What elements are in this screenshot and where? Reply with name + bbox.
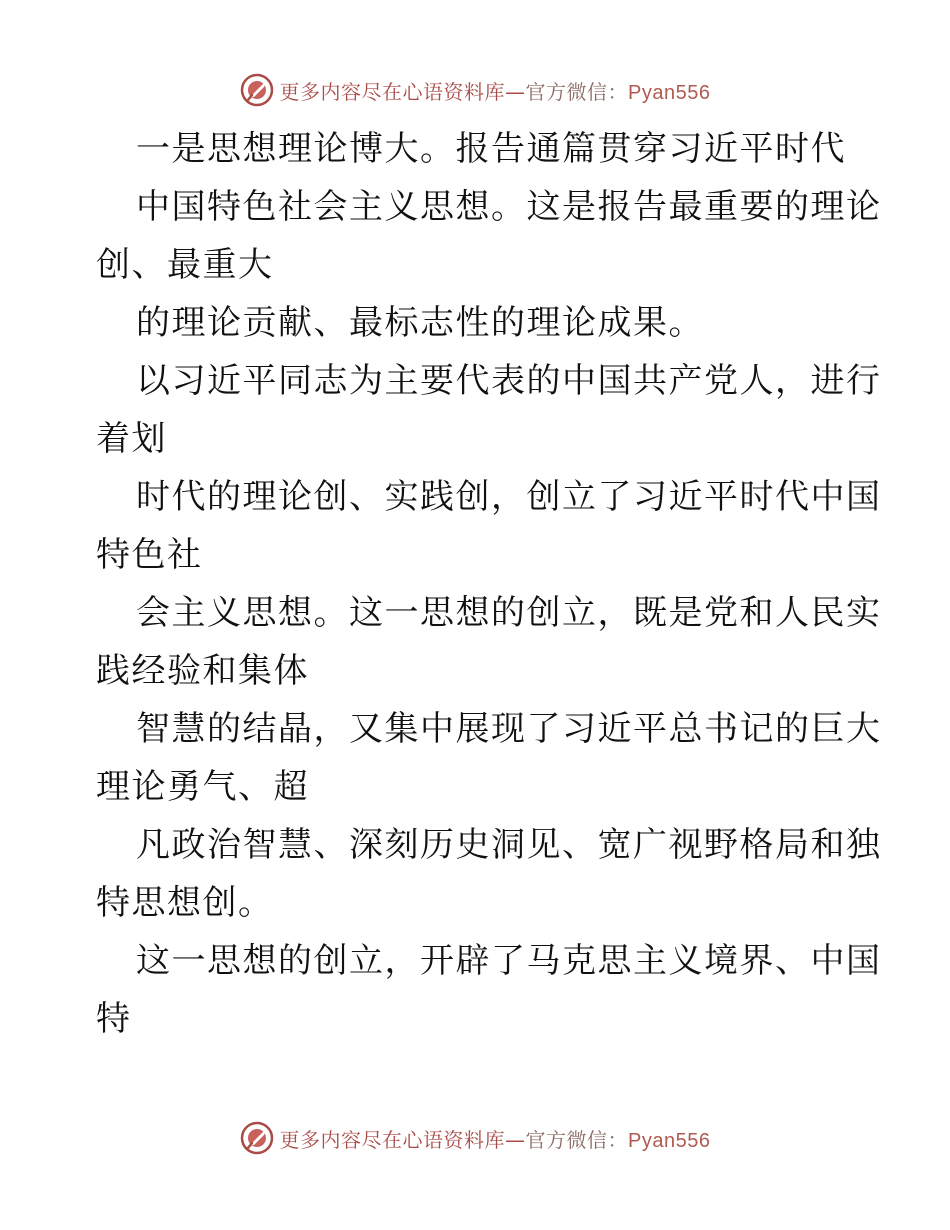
body-line: 凡政治智慧、深刻历史洞见、宽广视野格局和独 xyxy=(136,825,882,865)
brand-watermark xyxy=(240,73,711,107)
body-line: 中国特色社会主义思想。这是报告最重要的理论 xyxy=(136,187,882,227)
brand-watermark xyxy=(240,1121,711,1155)
brand-text xyxy=(280,76,711,105)
body-line: 践经验和集体 xyxy=(96,651,309,691)
official-wechat-label: 官方微信： xyxy=(525,79,629,104)
wechat-handle: Pyan556 xyxy=(628,81,711,104)
body-line: 一是思想理论博大。报告通篇贯穿习近平时代 xyxy=(136,129,846,169)
body-line: 着划 xyxy=(96,419,167,459)
page-footer xyxy=(0,1116,950,1160)
quill-logo-icon xyxy=(240,1121,274,1155)
quill-logo-icon xyxy=(240,73,274,107)
body-line: 理论勇气、超 xyxy=(96,767,309,807)
body-line: 智慧的结晶，又集中展现了习近平总书记的巨大 xyxy=(136,709,882,749)
body-line: 特 xyxy=(96,999,132,1039)
brand-dash: — xyxy=(505,1127,526,1152)
body-line: 的理论贡献、最标志性的理论成果。 xyxy=(136,303,704,343)
body-line: 创、最重大 xyxy=(96,245,274,285)
body-line: 这一思想的创立，开辟了马克思主义境界、中国 xyxy=(136,941,882,981)
body-line: 以习近平同志为主要代表的中国共产党人，进行 xyxy=(136,361,882,401)
brand-name: 更多内容尽在心语资料库 xyxy=(279,79,506,104)
body-line: 特色社 xyxy=(96,535,203,575)
official-wechat-label: 官方微信： xyxy=(525,1127,629,1152)
page-header xyxy=(0,68,950,112)
document-body xyxy=(96,120,882,1048)
body-line: 会主义思想。这一思想的创立，既是党和人民实 xyxy=(136,593,882,633)
brand-dash: — xyxy=(505,79,526,104)
body-line: 时代的理论创、实践创，创立了习近平时代中国 xyxy=(136,477,882,517)
wechat-handle: Pyan556 xyxy=(628,1129,711,1152)
brand-name: 更多内容尽在心语资料库 xyxy=(279,1127,506,1152)
body-line: 特思想创。 xyxy=(96,883,274,923)
brand-text xyxy=(280,1124,711,1153)
